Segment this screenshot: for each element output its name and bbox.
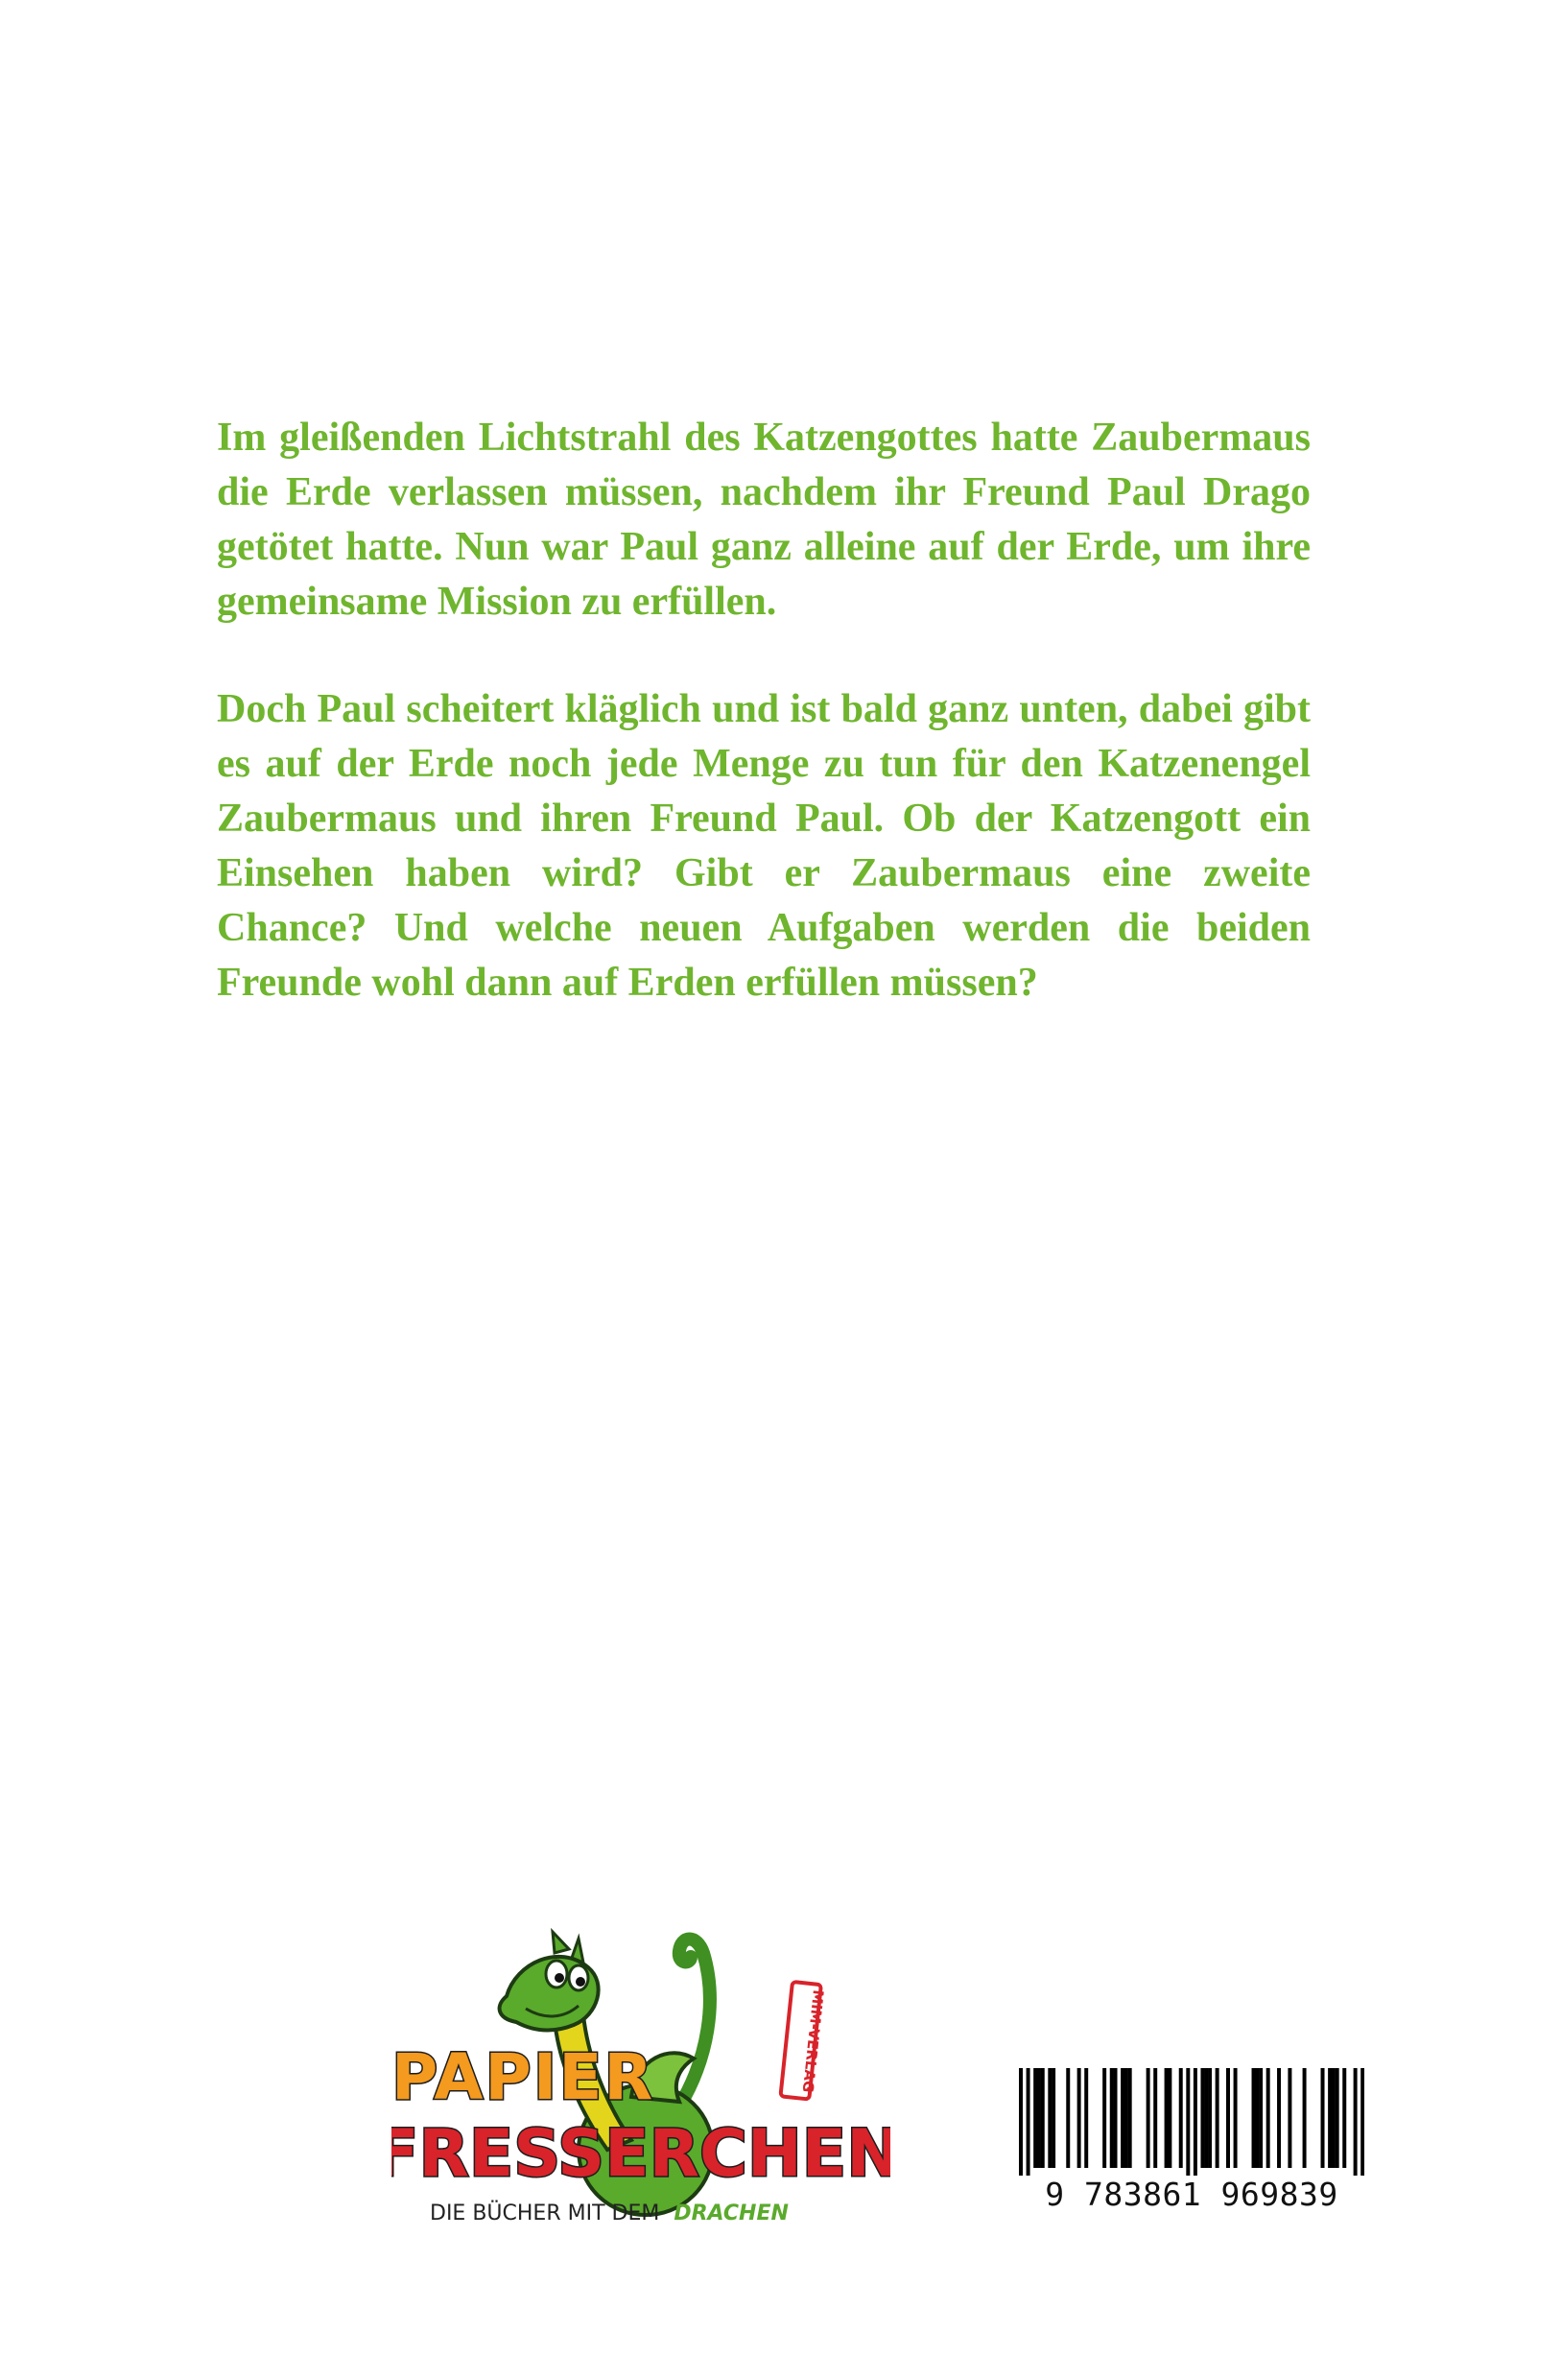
barcode-bar [1153,2068,1157,2168]
barcode-bar [1354,2068,1358,2176]
barcode-bar [1041,2068,1045,2168]
barcode-bar [1336,2068,1339,2168]
barcode-bar [1124,2068,1128,2168]
blurb-paragraph-1: Im gleißenden Lichtstrahl des Katzengottes hatte Zaubermaus die Erde verlassen müssen, nachdem ihr Freund Paul Drago getötet hatte. Nun war Paul ganz alleine auf der Erde, um ihre gemeinsame Mission zu erfüllen. [217,416,1311,624]
blurb-paragraph-2: Doch Paul scheitert kläglich und ist bald ganz unten, dabei gibt es auf der Erde noch jede Menge zu tun für den Katzenengel Zaubermaus und ihren Freund Paul. Ob der Katzengott ein Einsehen haben wird? Gibt er Zaubermaus eine zweite Chance? Und welche neuen Aufgaben werden die beiden Freunde wohl dann auf Erden erfüllen müssen? [217,687,1311,1005]
publisher-logo [391,1915,890,2241]
barcode-bar [1277,2068,1281,2168]
isbn-barcode [1019,2068,1364,2212]
logo-tagline [430,2201,789,2225]
dragon-mascot-icon [391,1915,890,2241]
barcode-bar [1204,2068,1208,2168]
barcode-bar [1121,2068,1124,2168]
barcode-bar [1186,2068,1190,2176]
barcode-bar [1328,2068,1332,2168]
barcode-bar [1037,2068,1041,2168]
barcode-bar [1226,2068,1230,2168]
barcode-bar [1200,2068,1204,2168]
barcode-bar [1110,2068,1114,2168]
barcode-bar [1255,2068,1259,2168]
barcode-bar [1168,2068,1171,2168]
barcode-bars [1019,2068,1364,2176]
barcode-bar [1252,2068,1256,2168]
barcode-bar [1165,2068,1169,2168]
barcode-bar [1019,2068,1023,2176]
barcode-bar [1208,2068,1212,2168]
back-cover-blurb [217,411,1311,1063]
logo-tagline-prefix: DIE BÜCHER MIT DEM [430,2202,660,2225]
barcode-bar [1342,2068,1346,2168]
barcode-bar [1332,2068,1336,2168]
barcode-bar [1216,2068,1219,2168]
logo-line-2: FRESSERCHEN [391,2116,890,2192]
logo-line-1: PAPIER [391,2040,655,2114]
barcode-bar [1179,2068,1183,2168]
barcode-bar [1194,2068,1197,2176]
logo-tagline-highlight: DRACHEN [674,2202,789,2225]
barcode-bar [1077,2068,1081,2168]
logo-badge: MIM-VERLAG [798,1988,827,2094]
barcode-bar [1259,2068,1263,2168]
barcode-bar [1102,2068,1106,2168]
barcode-bar [1266,2068,1270,2168]
barcode-bar [1084,2068,1088,2168]
barcode-bar [1128,2068,1132,2168]
barcode-bar [1147,2068,1150,2168]
barcode-bar [1027,2068,1030,2176]
barcode-bar [1360,2068,1364,2176]
barcode-bar [1288,2068,1291,2168]
barcode-bar [1052,2068,1055,2168]
barcode-bar [1033,2068,1037,2168]
barcode-bar [1234,2068,1238,2168]
barcode-bar [1048,2068,1052,2168]
barcode-bar [1321,2068,1325,2168]
barcode-bar [1114,2068,1118,2168]
isbn-digits: 9 783861 969839 [1045,2176,1338,2213]
barcode-bar [1066,2068,1070,2168]
barcode-bar [1303,2068,1307,2168]
